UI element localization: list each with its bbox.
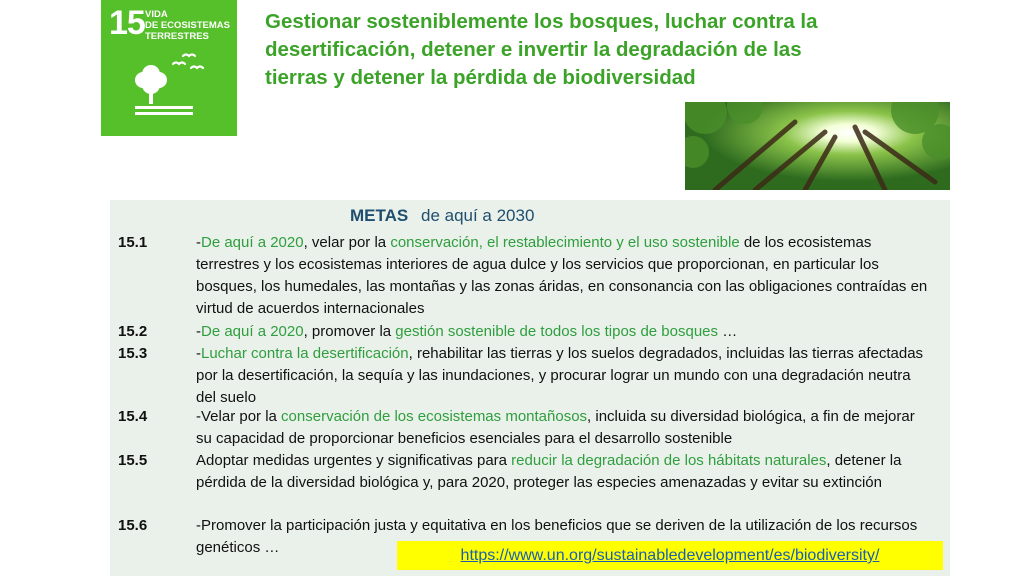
goal-body-text: , detener la pérdida de la diversidad biológica y, para 2020, proteger las especies amenazadas y evitar su extinción: [196, 452, 902, 491]
goal-item: [118, 343, 933, 409]
goals-heading: [350, 206, 534, 226]
goal-body-text: …: [718, 323, 738, 340]
goal-highlight-text: De aquí a 2020: [201, 234, 304, 251]
goal-highlight-text: reducir la degradación de los hábitats naturales: [511, 452, 827, 469]
goal-text: [196, 450, 933, 494]
goal-body-text: , incluida su diversidad biológica, a fin de mejorar su capacidad de proporcionar beneficios esenciales para el desarrollo sostenible: [196, 408, 915, 447]
goal-body-text: -: [196, 323, 201, 340]
goal-body-text: -: [196, 345, 201, 362]
goal-text: [196, 321, 933, 343]
goal-body-text: -Promover la participación justa y equitativa en los beneficios que se deriven de la utilización de los recursos genéticos …: [196, 517, 918, 556]
goal-number: 15.2: [118, 323, 148, 340]
goal-number: 15.5: [118, 452, 148, 469]
forest-canopy-photo: [685, 102, 950, 190]
goal-item: [118, 321, 933, 343]
goal-number: 15.3: [118, 345, 148, 362]
goal-body-text: de los ecosistemas terrestres y los ecosistemas interiores de agua dulce y los servicios que proporcionan, en particular los bosques, los humedales, las montañas y las zonas áridas, en consonancia con las obligaciones contraídas en virtud de acuerdos internacionales: [196, 234, 928, 317]
goal-highlight-text: conservación, el restablecimiento y el uso sostenible: [390, 234, 740, 251]
goal-text: [196, 343, 933, 409]
goal-item: [118, 232, 933, 320]
goal-body-text: , promover la: [303, 323, 396, 340]
goal-item: [118, 450, 933, 494]
sdg-number: 15: [109, 4, 145, 42]
goal-number: 15.1: [118, 234, 148, 251]
goal-highlight-text: gestión sostenible de todos los tipos de bosques: [395, 323, 719, 340]
goal-body-text: , velar por la: [303, 234, 391, 251]
goal-body-text: -: [196, 234, 201, 251]
title-line: desertificación, detener e invertir la degradación de las: [265, 38, 802, 61]
sdg-title: [145, 9, 235, 42]
source-link[interactable]: https://www.un.org/sustainabledevelopment/es/biodiversity/: [397, 541, 943, 570]
sdg-title-line: VIDA: [145, 9, 168, 20]
goal-number: 15.4: [118, 408, 148, 425]
goal-highlight-text: conservación de los ecosistemas montañosos: [281, 408, 588, 425]
goal-item: [118, 406, 933, 450]
goals-heading-subtitle: de aquí a 2030: [420, 206, 535, 225]
goal-highlight-text: Luchar contra la desertificación: [201, 345, 409, 362]
tree-and-birds-icon: [131, 52, 211, 124]
goal-highlight-text: De aquí a 2020: [201, 323, 304, 340]
page-title: [265, 8, 905, 92]
sdg-title-line: TERRESTRES: [145, 31, 209, 42]
sdg-15-logo: [101, 0, 237, 136]
goal-text: [196, 406, 933, 450]
goal-number: 15.6: [118, 517, 148, 534]
goal-body-text: , rehabilitar las tierras y los suelos degradados, incluidas las tierras afectadas por la desertificación, la sequía y las inundaciones, y procurar lograr un mundo con una degradación neutra del suelo: [196, 345, 924, 406]
title-line: Gestionar sosteniblemente los bosques, luchar contra la: [265, 10, 818, 33]
sdg-title-line: DE ECOSISTEMAS: [145, 20, 230, 31]
goal-body-text: -Velar por la: [196, 408, 282, 425]
title-line: tierras y detener la pérdida de biodiversidad: [265, 66, 696, 89]
goal-body-text: Adoptar medidas urgentes y significativas para: [196, 452, 512, 469]
goal-text: [196, 232, 933, 320]
goals-heading-title: METAS: [350, 206, 409, 225]
